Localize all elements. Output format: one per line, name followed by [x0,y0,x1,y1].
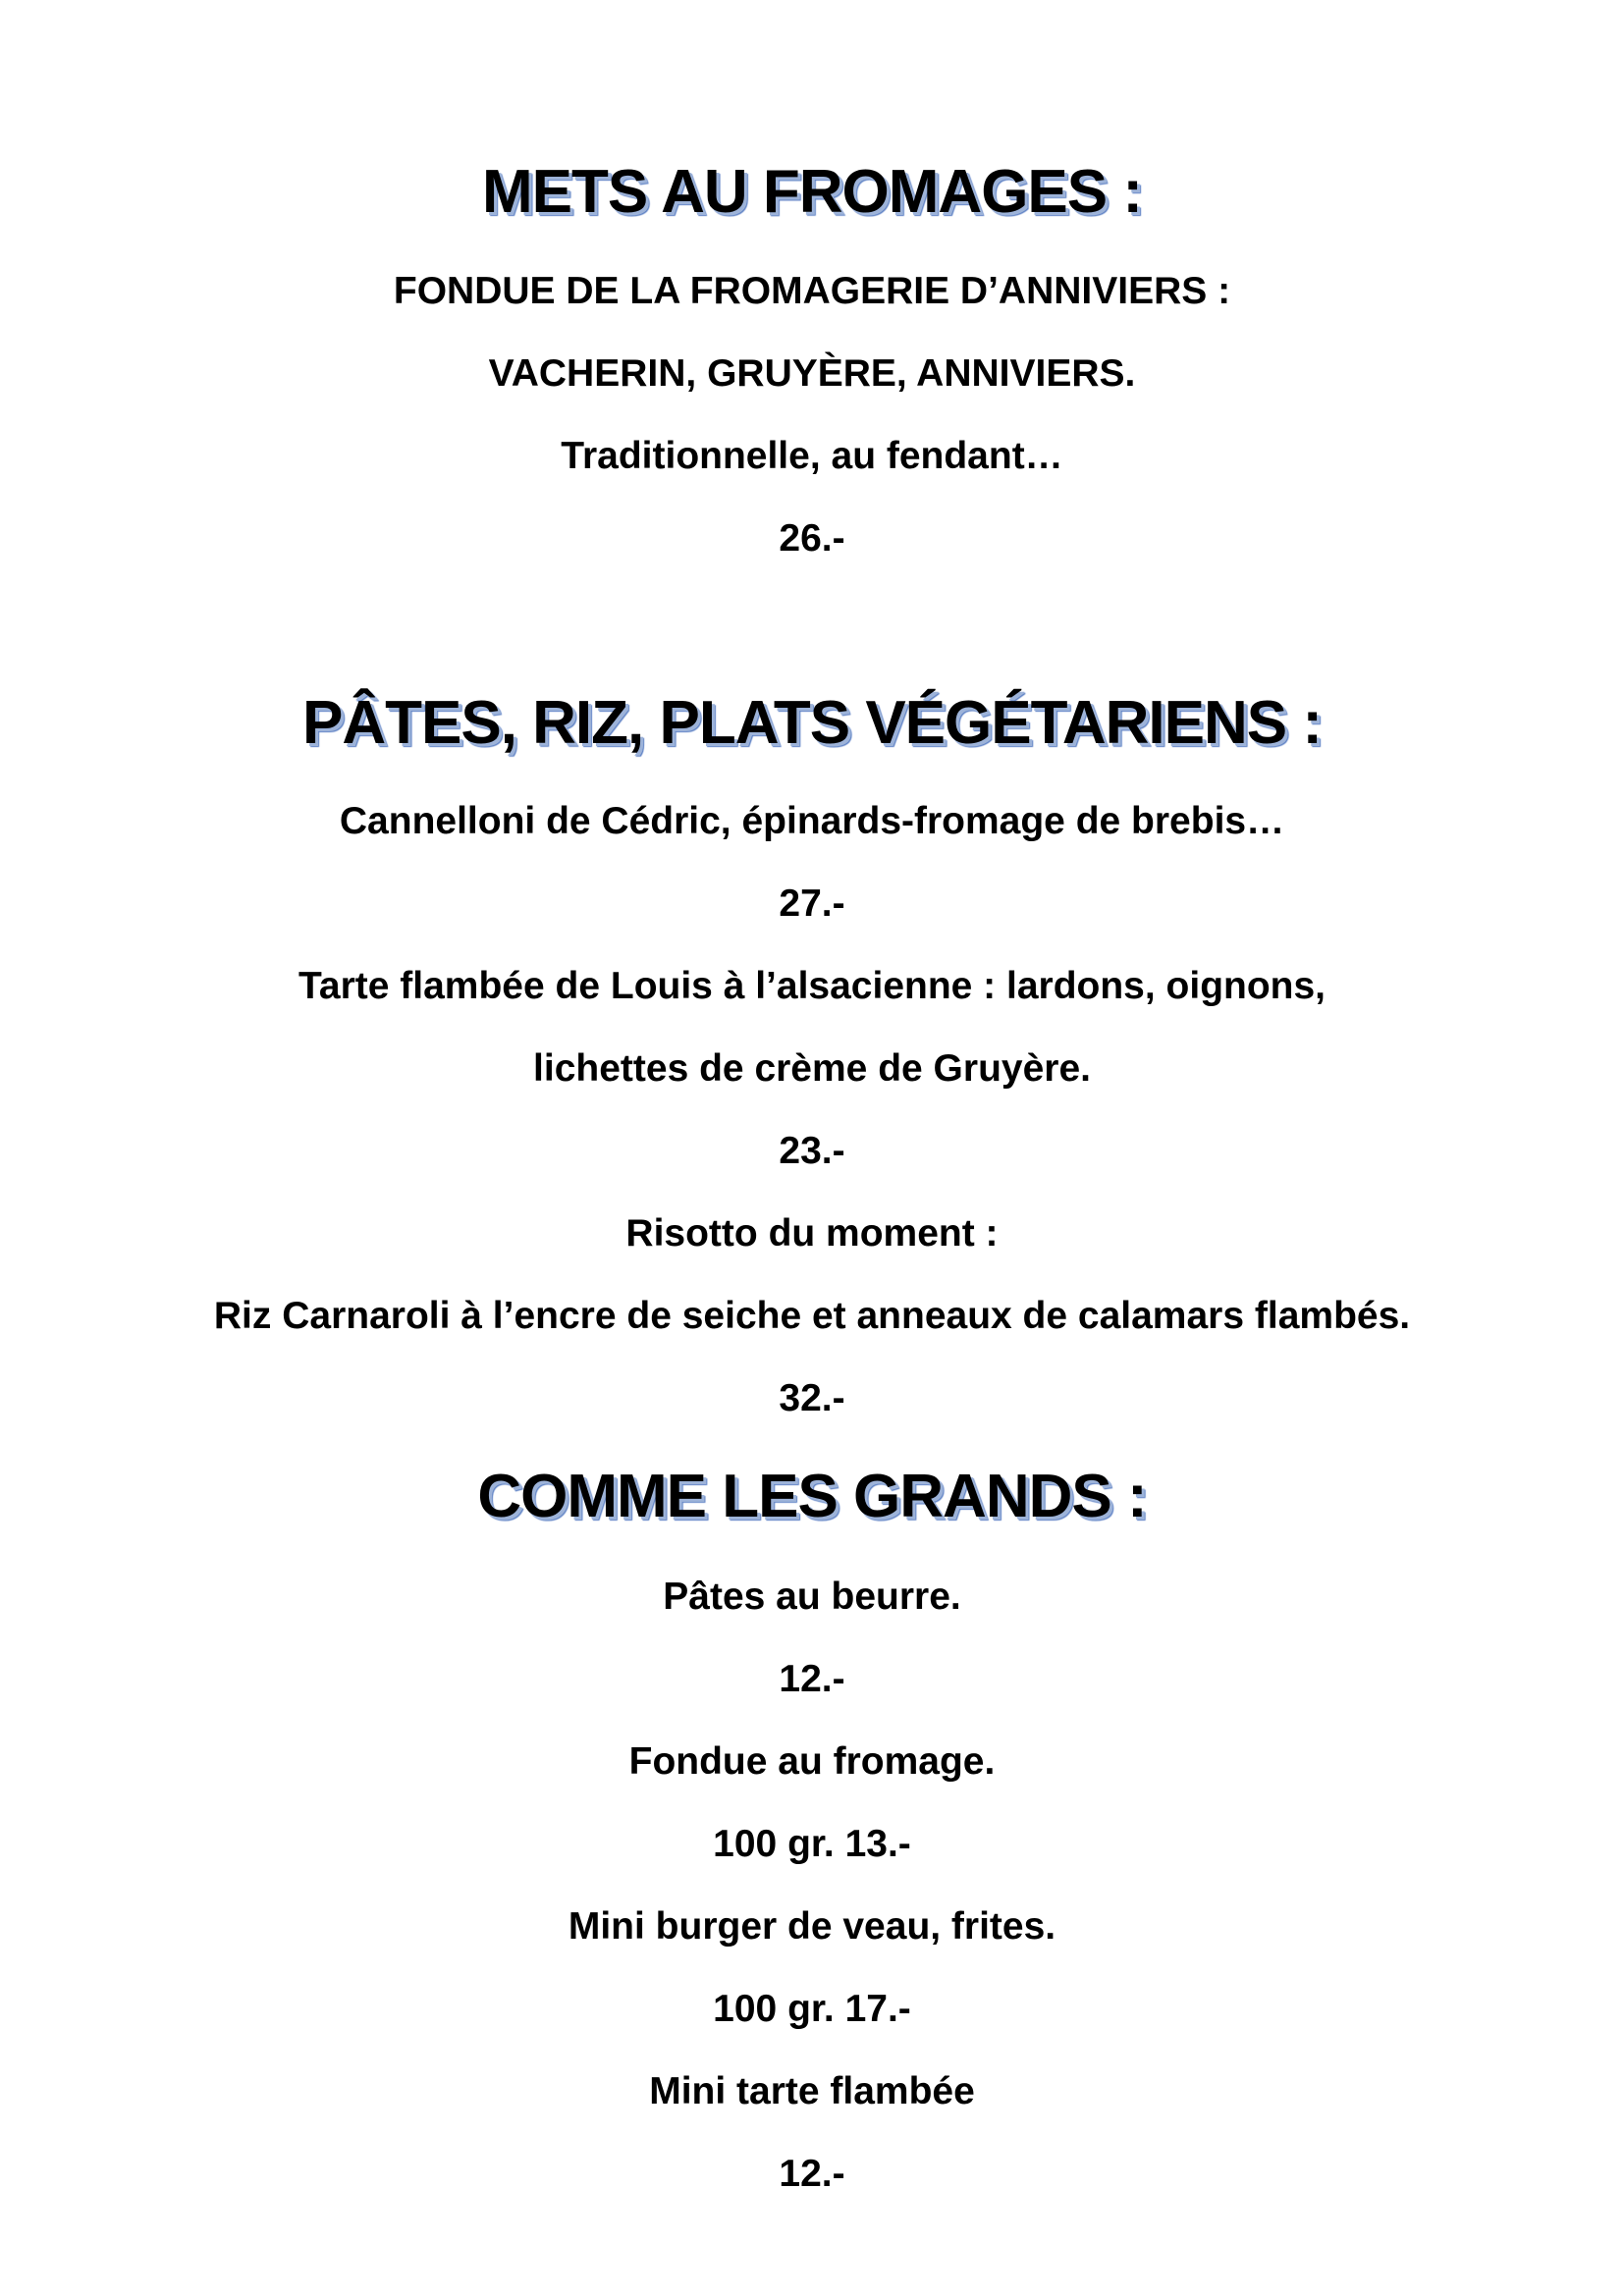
menu-line: FONDUE DE LA FROMAGERIE D’ANNIVIERS : [393,270,1231,312]
menu-price: 100 gr. 13.- [713,1823,911,1865]
section-title-fromages: METS AU FROMAGES : [481,158,1143,226]
menu-line: Cannelloni de Cédric, épinards-fromage de brebis… [339,800,1285,842]
menu-line: Mini tarte flambée [649,2070,975,2112]
menu-line: VACHERIN, GRUYÈRE, ANNIVIERS. [488,352,1136,395]
menu-price: 26.- [779,517,845,560]
menu-line: Fondue au fromage. [628,1740,996,1783]
menu-line: Risotto du moment : [625,1212,999,1255]
menu-price: 32.- [779,1377,845,1419]
menu-price: 23.- [779,1130,845,1172]
menu-line: Tarte flambée de Louis à l’alsacienne : lardons, oignons, [298,965,1326,1007]
menu-price: 12.- [779,1658,845,1700]
section-title-comme-les-grands: COMME LES GRANDS : [477,1463,1147,1530]
menu-price: 12.- [779,2153,845,2195]
menu-line: Traditionnelle, au fendant… [561,435,1063,477]
menu-line: Mini burger de veau, frites. [568,1905,1056,1948]
menu-line: Riz Carnaroli à l’encre de seiche et anneaux de calamars flambés. [213,1295,1411,1337]
menu-line: lichettes de crème de Gruyère. [533,1047,1091,1090]
menu-line: Pâtes au beurre. [663,1575,961,1618]
section-title-pates: PÂTES, RIZ, PLATS VÉGÉTARIENS : [301,689,1322,757]
menu-price: 100 gr. 17.- [713,1988,911,2030]
menu-price: 27.- [779,882,845,925]
